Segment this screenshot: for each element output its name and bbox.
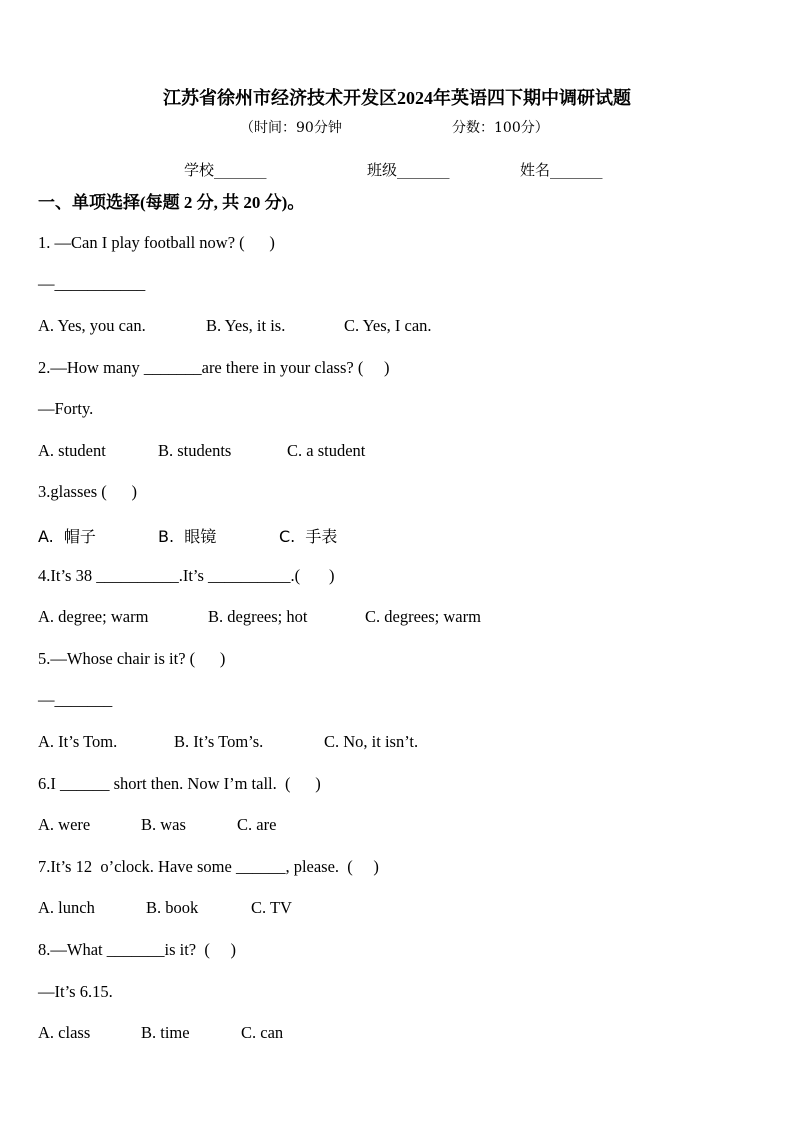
exam-score: 分数：100分） <box>452 120 549 136</box>
question-3-option-b[interactable]: B. 眼镜 <box>158 527 217 546</box>
question-7-option-c[interactable]: C. TV <box>251 898 292 917</box>
question-4-option-a[interactable]: A. degree; warm <box>38 607 149 626</box>
question-6-option-b[interactable]: B. was <box>141 815 186 834</box>
question-5-option-b[interactable]: B. It’s Tom’s. <box>174 732 264 751</box>
question-5-option-c[interactable]: C. No, it isn’t. <box>324 732 419 751</box>
class-field[interactable]: 班级_______ <box>367 161 450 179</box>
question-4-stem: 4.It’s 38 __________.It’s __________.( ) <box>38 566 335 585</box>
question-8-answer-line: —It’s 6.15. <box>38 982 113 1001</box>
question-5-option-a[interactable]: A. It’s Tom. <box>38 732 118 751</box>
question-1-answer-line: —___________ <box>38 274 146 293</box>
school-field[interactable]: 学校_______ <box>184 161 267 179</box>
question-1-option-b[interactable]: B. Yes, it is. <box>206 316 286 335</box>
exam-time: （时间：90分钟 <box>240 120 342 136</box>
question-5-stem: 5.—Whose chair is it? ( ) <box>38 649 226 668</box>
question-8-option-c[interactable]: C. can <box>241 1023 284 1042</box>
question-4-option-c[interactable]: C. degrees; warm <box>365 607 481 626</box>
question-4-option-b[interactable]: B. degrees; hot <box>208 607 308 626</box>
name-field[interactable]: 姓名_______ <box>520 161 603 179</box>
question-8-option-b[interactable]: B. time <box>141 1023 190 1042</box>
question-6-option-c[interactable]: C. are <box>237 815 277 834</box>
question-3-option-a[interactable]: A. 帽子 <box>38 527 96 546</box>
question-6-option-a[interactable]: A. were <box>38 815 91 834</box>
question-2-option-a[interactable]: A. student <box>38 441 106 460</box>
question-5-answer-line: —_______ <box>38 690 113 709</box>
question-3-option-c[interactable]: C. 手表 <box>279 527 338 546</box>
question-2-stem: 2.—How many _______are there in your class? ( ) <box>38 358 390 377</box>
question-1-option-c[interactable]: C. Yes, I can. <box>344 316 432 335</box>
question-2-answer-line: —Forty. <box>38 399 94 418</box>
question-1-option-a[interactable]: A. Yes, you can. <box>38 316 146 335</box>
question-6-stem: 6.I ______ short then. Now I’m tall. ( ) <box>38 774 321 793</box>
question-2-option-b[interactable]: B. students <box>158 441 232 460</box>
question-7-stem: 7.It’s 12 o’clock. Have some ______, please. ( ) <box>38 857 379 876</box>
question-7-option-a[interactable]: A. lunch <box>38 898 95 917</box>
question-8-stem: 8.—What _______is it? ( ) <box>38 940 236 959</box>
page-title: 江苏省徐州市经济技术开发区2024年英语四下期中调研试题 <box>163 88 631 108</box>
question-7-option-b[interactable]: B. book <box>146 898 199 917</box>
question-2-option-c[interactable]: C. a student <box>287 441 366 460</box>
question-1-stem: 1. —Can I play football now? ( ) <box>38 233 275 252</box>
question-3-stem: 3.glasses ( ) <box>38 482 137 501</box>
section-heading: 一、单项选择(每题 2 分, 共 20 分)。 <box>38 193 305 212</box>
question-8-option-a[interactable]: A. class <box>38 1023 91 1042</box>
